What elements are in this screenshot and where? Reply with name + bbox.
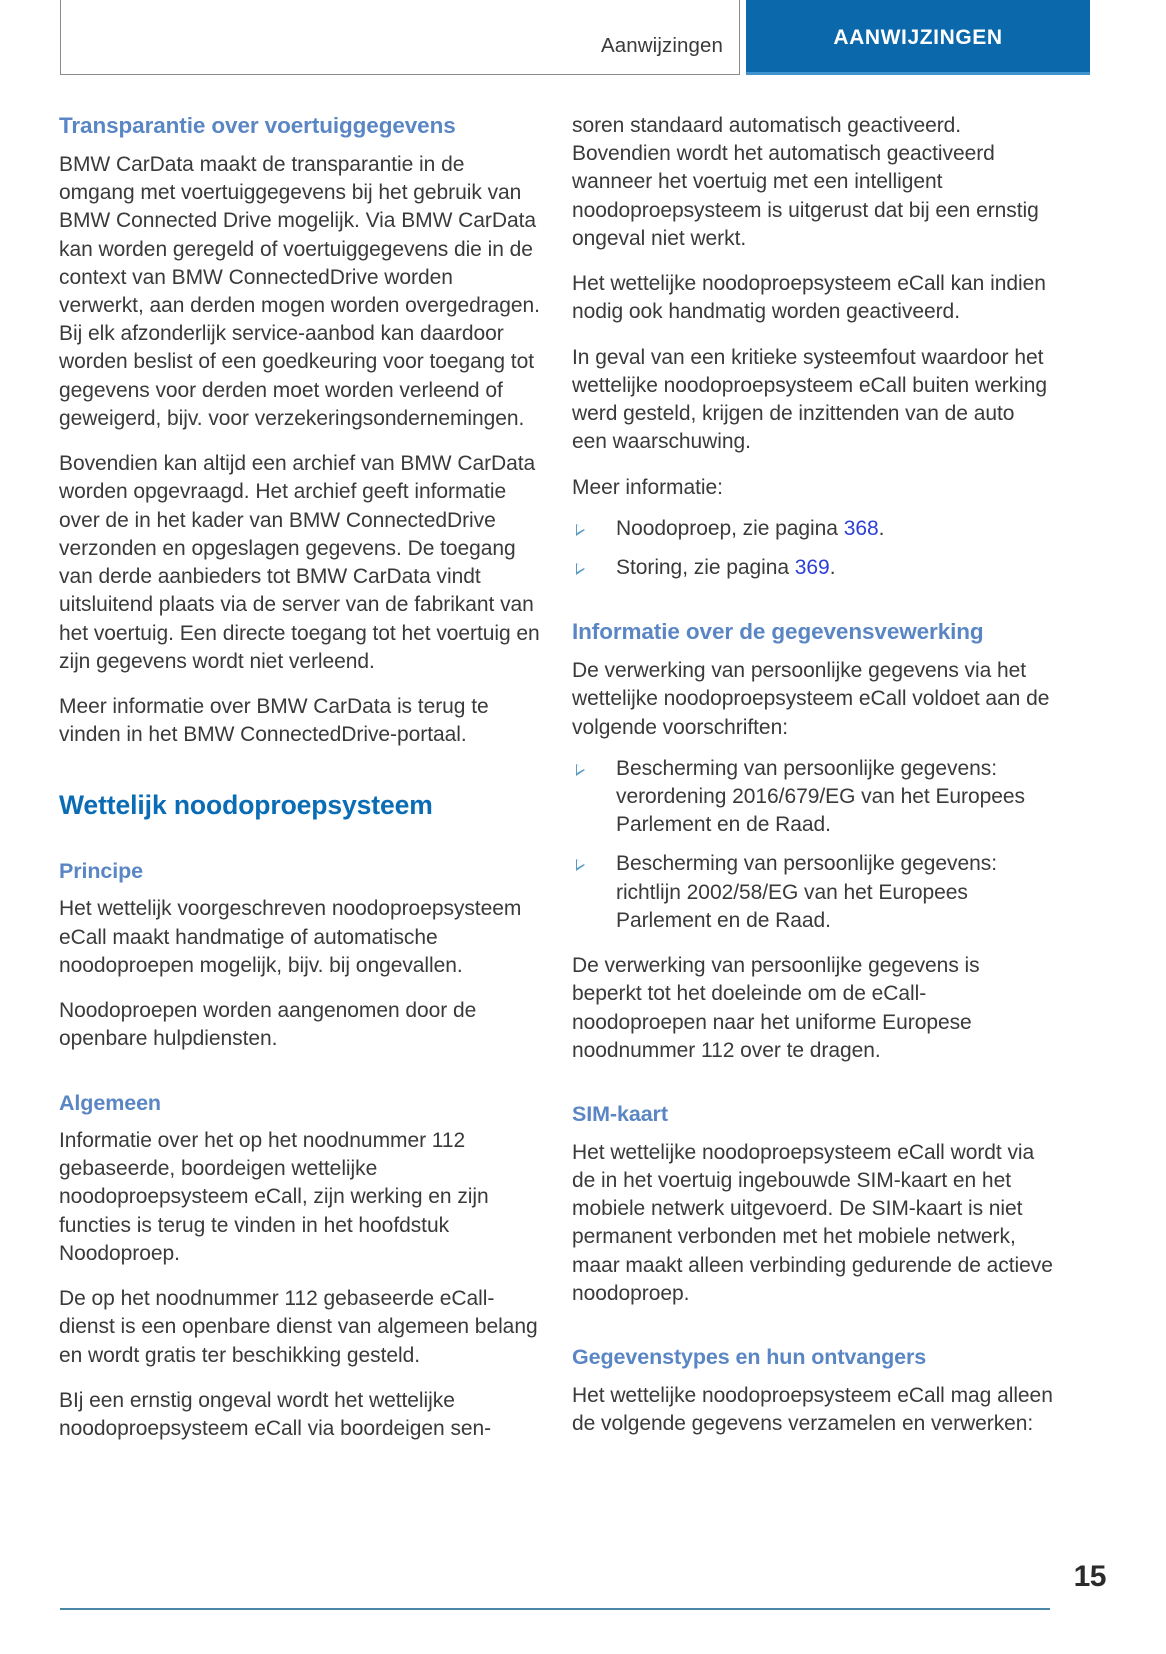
reference-text-after: . (829, 556, 836, 580)
voorschrift-text: Bescherming van persoonlijke gegevens: richtlijn 2002/58/EG van het Europees Parlement en de Raad. (616, 852, 997, 932)
reference-text: Noodoproep, zie pagina (616, 516, 844, 540)
breadcrumb-label: Aanwijzingen (601, 34, 723, 57)
heading-wettelijk-noodoproepsysteem: Wettelijk noodoproepsysteem (59, 790, 433, 821)
voorschrift-text: Bescherming van persoonlijke gegevens: verordening 2016/679/EG van het Europees Parlement en de Raad. (616, 756, 1025, 837)
page-reference-link[interactable]: 369 (794, 556, 830, 580)
paragraph-handmatig-activeren: Het wettelijke noodoproepsysteem eCall kan indien nodig ook handmatig worden geactiveerd. (572, 272, 1046, 324)
triangle-bullet-icon-inner (577, 765, 584, 773)
triangle-bullet-icon-inner (577, 860, 584, 868)
triangle-bullet-icon-inner (577, 564, 584, 572)
paragraph-informatie-2: De verwerking van persoonlijke gegevens is beperkt tot het doeleinde om de eCall-noodoproepen naar het uniforme Europese noodnummer 112 over te dragen. (572, 954, 980, 1062)
header-breadcrumb-box (60, 0, 740, 75)
voorschriften-list (572, 755, 1053, 935)
paragraph-continued-from-left: soren standaard automatisch geactiveerd. Bovendien wordt het automatisch geactiveerd wanneer het voertuig met een intelligent noodoproepsysteem is uitgerust dat bij een ernstig ongeval niet werkt. (572, 114, 1039, 250)
reference-text-after: . (878, 516, 885, 540)
list-item[interactable] (572, 515, 1053, 543)
page-header (0, 0, 1166, 78)
heading-algemeen: Algemeen (59, 1090, 161, 1115)
chapter-tab-label: AANWIJZINGEN (833, 25, 1003, 49)
paragraph-algemeen-2: De op het noodnummer 112 gebaseerde eCall-dienst is een openbare dienst van algemeen belang en wordt gratis ter beschikking gesteld. (59, 1287, 538, 1367)
heading-gegevenstypes-ontvangers: Gegevenstypes en hun ontvangers (572, 1345, 927, 1370)
chapter-tab (746, 0, 1090, 75)
paragraph-gegevenstypes: Het wettelijke noodoproepsysteem eCall mag alleen de volgende gegevens verzamelen en verwerken: (572, 1383, 1053, 1435)
paragraph-cardata-1: BMW CarData maakt de transparantie in de omgang met voertuiggegevens bij het gebruik van BMW Connected Drive mogelijk. Via BMW CarData kan worden geregeld of voertuiggegevens die in de context van BMW ConnectedDrive worden verwerkt, aan derden mogen worden overgedragen. Bij elk afzonderlijk service-aanbod kan daardoor worden beslist of een goedkeuring voor toegang tot gegevens voor derden moet worden verleend of geweigerd, bijv. voor verzekeringsondernemingen. (59, 152, 540, 430)
page-footer (0, 1560, 1166, 1654)
left-column (59, 112, 540, 1443)
paragraph-systeemfout: In geval van een kritieke systeemfout waardoor het wettelijke noodoproepsysteem eCall buiten werking werd gesteld, krijgen de inzittenden van de auto een waarschuwing. (572, 345, 1047, 454)
page-reference-link[interactable]: 368 (843, 516, 879, 540)
paragraph-principe-2: Noodoproepen worden aangenomen door de openbare hulpdiensten. (59, 999, 477, 1051)
triangle-bullet-icon-inner (577, 525, 584, 533)
paragraph-algemeen-3: BIj een ernstig ongeval wordt het wettelijke noodoproepsysteem eCall via boordeigen sen- (59, 1388, 492, 1441)
footer-divider (60, 1608, 1050, 1610)
paragraph-cardata-2: Bovendien kan altijd een archief van BMW CarData worden opgevraagd. Het archief geeft informatie over de in het kader van BMW ConnectedDrive verzonden en opgeslagen gegevens. De toegang van derde aanbieders tot BMW CarData vindt uitsluitend plaats via de server van de fabrikant van het voertuig. Een directe toegang tot het voertuig en zijn gegevens wordt niet verleend. (59, 452, 540, 673)
label-meer-informatie: Meer informatie: (572, 475, 723, 499)
paragraph-principe-1: Het wettelijk voorgeschreven noodoproepsysteem eCall maakt handmatige of automatische noodoproepen mogelijk, bijv. bij ongevallen. (59, 897, 522, 977)
page-number: 15 (1073, 1560, 1106, 1593)
heading-transparantie-voertuiggegevens: Transparantie over voertuiggegevens (59, 113, 456, 138)
paragraph-cardata-3: Meer informatie over BMW CarData is terug te vinden in het BMW ConnectedDrive-portaal. (59, 695, 489, 747)
heading-principe: Principe (59, 858, 144, 883)
chapter-tab-underline (746, 72, 1090, 75)
paragraph-algemeen-1: Informatie over het op het noodnummer 112 gebaseerde, boordeigen wettelijke noodoproepsysteem eCall, zijn werking en zijn functies is terug te vinden in het hoofdstuk Noodoproep. (59, 1129, 489, 1265)
heading-informatie-gegevensverwerking: Informatie over de gegevensvewerking (572, 619, 984, 645)
paragraph-sim-kaart: Het wettelijke noodoproepsysteem eCall wordt via de in het voertuig ingebouwde SIM-kaart en het mobiele netwerk uitgevoerd. De SIM-kaart is niet permanent verbonden met het mobiele netwerk, maar maakt alleen verbinding gedurende de actieve noodoproep. (572, 1140, 1053, 1305)
heading-sim-kaart: SIM-kaart (572, 1102, 668, 1127)
list-item[interactable] (572, 554, 1053, 582)
paragraph-informatie-1: De verwerking van persoonlijke gegevens via het wettelijke noodoproepsysteem eCall voldoet aan de volgende voorschriften: (572, 659, 1050, 739)
list-item (572, 755, 1053, 840)
reference-text: Storing, zie pagina (616, 556, 795, 580)
cross-reference-list (572, 515, 1053, 582)
list-item (572, 850, 1053, 935)
right-column (572, 112, 1053, 1438)
